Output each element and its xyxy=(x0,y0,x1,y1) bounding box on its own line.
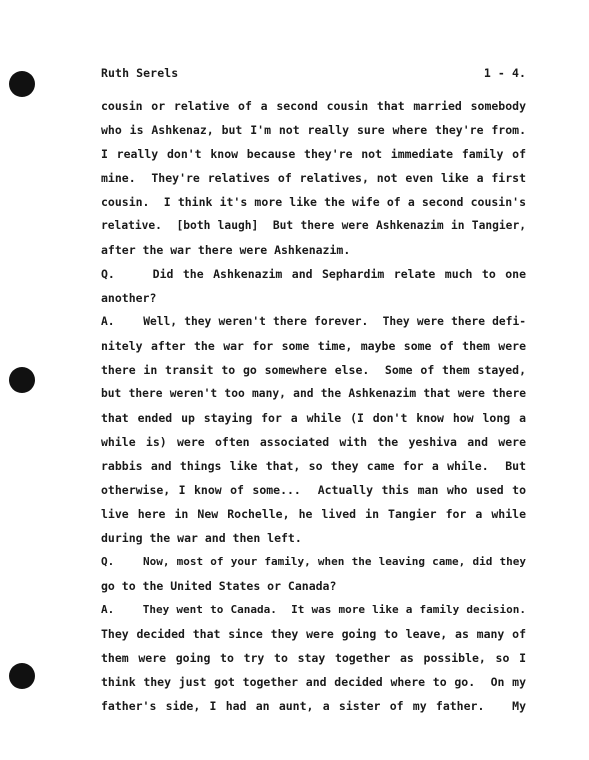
transcript-line: another? xyxy=(101,291,157,305)
transcript-line: after the war there were Ashkenazim. xyxy=(101,243,351,257)
transcript-line: but there weren't too many, and the Ashkenazim that were there xyxy=(101,387,526,400)
transcript-line: during the war and then left. xyxy=(101,531,302,545)
transcript-line: who is Ashkenaz, but I'm not really sure where they're from. xyxy=(101,123,526,137)
transcript-line: They decided that since they were going to leave, as many of xyxy=(101,627,526,641)
transcript-line: there in transit to go somewhere else. Some of them stayed, xyxy=(101,363,526,377)
transcript-line: while is) were often associated with the yeshiva and were xyxy=(101,435,526,449)
transcript-line: think they just got together and decided where to go. On my xyxy=(101,675,526,689)
transcript-line: relative. [both laugh] But there were Ashkenazim in Tangier, xyxy=(101,219,526,232)
transcript-body xyxy=(101,96,526,720)
transcript-line: live here in New Rochelle, he lived in Tangier for a while xyxy=(101,507,526,521)
transcript-line: A. They went to Canada. It was more like a family decision. xyxy=(101,603,526,616)
transcript-line: I really don't know because they're not immediate family of xyxy=(101,147,526,161)
transcript-line: them were going to try to stay together as possible, so I xyxy=(101,651,526,665)
transcript-line: rabbis and things like that, so they came for a while. But xyxy=(101,459,526,473)
transcript-line: go to the United States or Canada? xyxy=(101,579,337,593)
transcript-line: father's side, I had an aunt, a sister of my father. My xyxy=(101,699,526,713)
transcript-line: otherwise, I know of some... Actually this man who used to xyxy=(101,483,526,497)
page-number: 1 - 4. xyxy=(483,66,526,80)
transcript-line: mine. They're relatives of relatives, not even like a first xyxy=(101,171,526,185)
interviewee-name: Ruth Serels xyxy=(101,66,179,80)
transcript-line: nitely after the war for some time, maybe some of them were xyxy=(101,339,526,353)
transcript-line: A. Well, they weren't there forever. They were there defi- xyxy=(101,315,526,328)
transcript-line: cousin. I think it's more like the wife of a second cousin's xyxy=(101,195,526,209)
punch-hole xyxy=(9,367,35,393)
punch-hole xyxy=(9,663,35,689)
transcript-line: Q. Did the Ashkenazim and Sephardim relate much to one xyxy=(101,267,526,281)
page-header xyxy=(101,66,526,84)
transcript-line: Q. Now, most of your family, when the leaving came, did they xyxy=(101,555,526,568)
transcript-line: that ended up staying for a while (I don't know how long a xyxy=(101,411,526,425)
transcript-line: cousin or relative of a second cousin that married somebody xyxy=(101,99,526,113)
punch-hole xyxy=(9,71,35,97)
